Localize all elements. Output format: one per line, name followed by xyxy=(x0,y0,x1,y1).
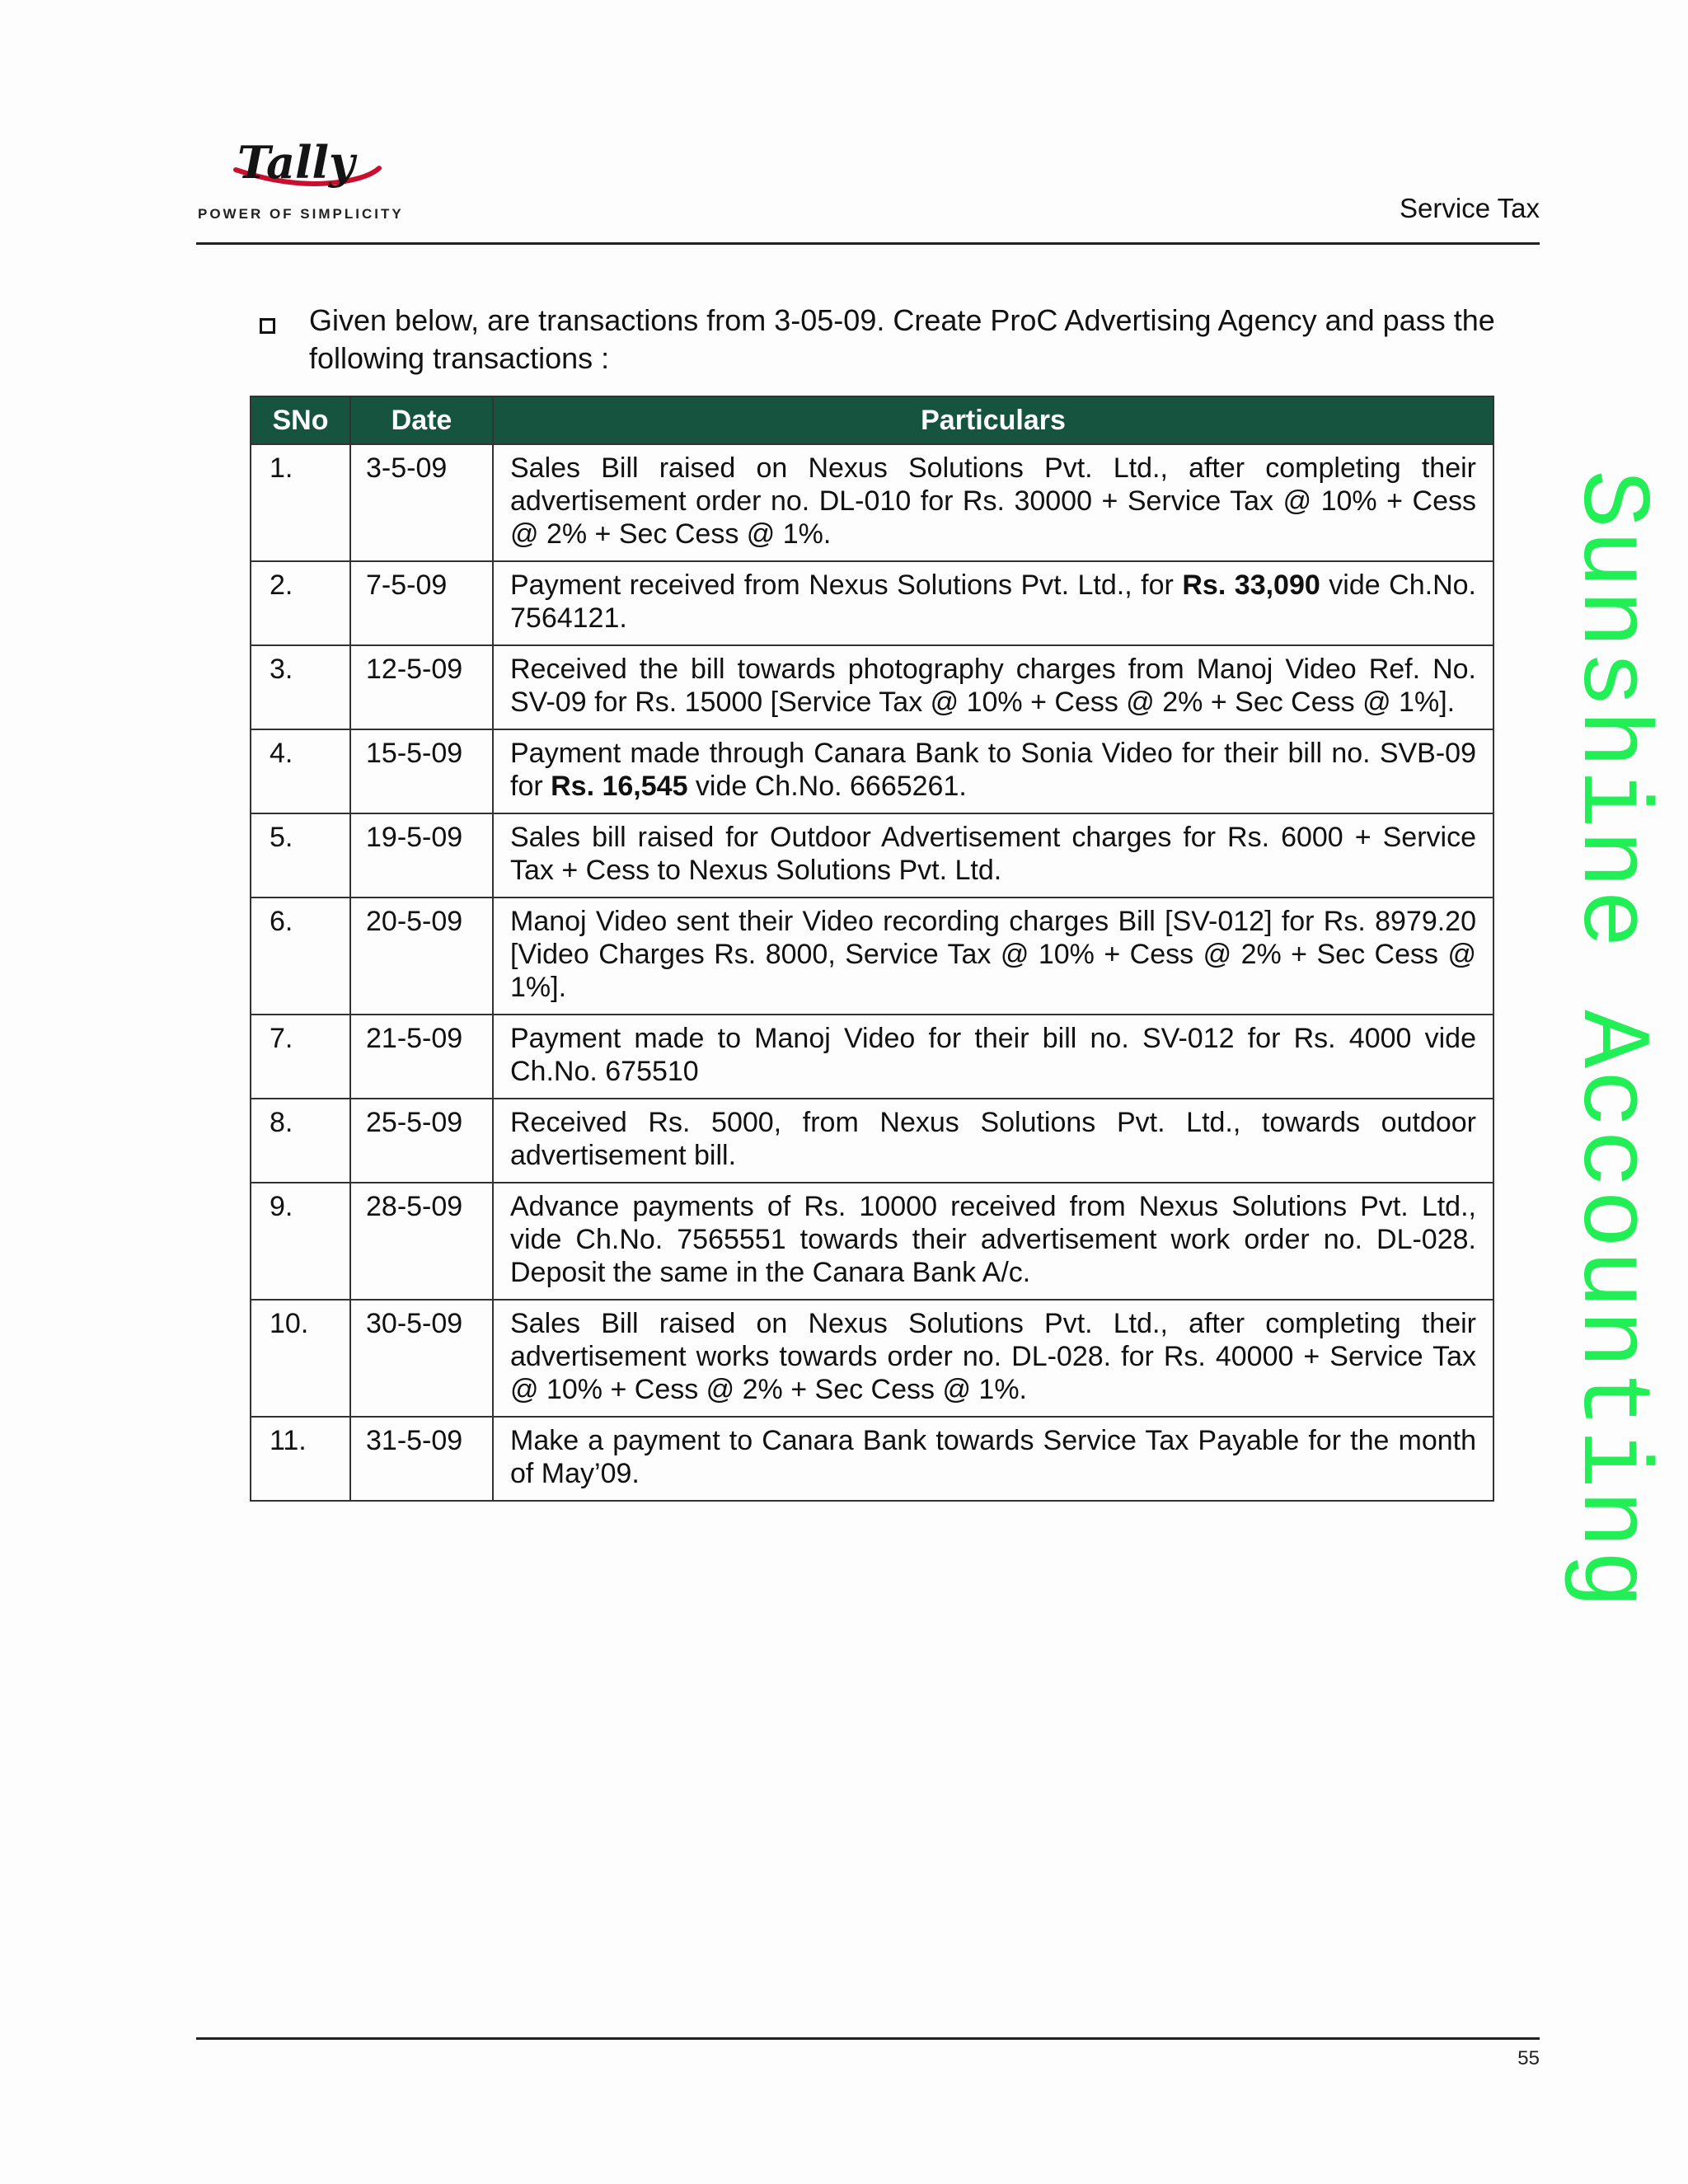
cell-date: 12-5-09 xyxy=(350,645,493,729)
cell-sno: 3. xyxy=(251,645,350,729)
cell-particulars xyxy=(493,645,1493,729)
cell-date: 3-5-09 xyxy=(350,444,493,561)
cell-sno: 11. xyxy=(251,1417,350,1501)
cell-date: 15-5-09 xyxy=(350,729,493,813)
cell-date: 30-5-09 xyxy=(350,1300,493,1417)
cell-date: 20-5-09 xyxy=(350,898,493,1015)
particulars-text: Advance payments of Rs. 10000 received from Nexus Solutions Pvt. Ltd., vide Ch.No. 7565551 towards their advertisement work order no. DL-028. Deposit the same in the Canara Bank A/c. xyxy=(510,1191,1476,1288)
page-number: 55 xyxy=(1517,2047,1540,2069)
table-row xyxy=(251,1015,1493,1099)
particulars-text: Sales Bill raised on Nexus Solutions Pvt. Ltd., after completing their advertisement order no. DL-010 for Rs. 30000 + Service Tax @ 10% + Cess @ 2% + Sec Cess @ 1%. xyxy=(510,452,1476,550)
particulars-text: Manoj Video sent their Video recording charges Bill [SV-012] for Rs. 8979.20 [Video Charges Rs. 8000, Service Tax @ 10% + Cess @ 2% + Sec Cess @ 1%]. xyxy=(510,906,1476,1003)
watermark-text: Sunshine Accounting xyxy=(1555,470,1665,1610)
particulars-text: Received the bill towards photography charges from Manoj Video Ref. No. SV-09 for Rs. 15000 [Service Tax @ 10% + Cess @ 2% + Sec Cess @ 1%]. xyxy=(510,654,1476,718)
intro-text: Given below, are transactions from 3-05-09. Create ProC Advertising Agency and pass the following transactions : xyxy=(309,303,1495,375)
cell-particulars xyxy=(493,813,1493,898)
particulars-text: Received Rs. 5000, from Nexus Solutions Pvt. Ltd., towards outdoor advertisement bill. xyxy=(510,1107,1476,1171)
cell-date: 19-5-09 xyxy=(350,813,493,898)
table-row xyxy=(251,729,1493,813)
cell-sno: 9. xyxy=(251,1183,350,1300)
cell-sno: 7. xyxy=(251,1015,350,1099)
table-row xyxy=(251,1417,1493,1501)
section-title: Service Tax xyxy=(1400,193,1540,223)
cell-sno: 8. xyxy=(251,1099,350,1183)
particulars-text: Payment made through Canara Bank to Sonia Video for their bill no. SVB-09 for xyxy=(510,738,1476,802)
cell-sno: 5. xyxy=(251,813,350,898)
cell-sno: 4. xyxy=(251,729,350,813)
cell-date: 7-5-09 xyxy=(350,561,493,645)
cell-date: 28-5-09 xyxy=(350,1183,493,1300)
cell-particulars xyxy=(493,1015,1493,1099)
particulars-text: Payment received from Nexus Solutions Pvt. Ltd., for xyxy=(510,569,1183,601)
table-row xyxy=(251,1183,1493,1300)
table-row xyxy=(251,444,1493,561)
particulars-text-end: vide Ch.No. 7564121. xyxy=(510,569,1476,634)
footer-rule xyxy=(196,2037,1540,2040)
column-header-date: Date xyxy=(350,396,493,444)
cell-sno: 2. xyxy=(251,561,350,645)
table-header-row xyxy=(251,396,1493,444)
cell-particulars xyxy=(493,1183,1493,1300)
logo-wordmark: Tally xyxy=(237,136,355,189)
particulars-text-end: vide Ch.No. 6665261. xyxy=(687,771,967,802)
cell-date: 31-5-09 xyxy=(350,1417,493,1501)
cell-particulars xyxy=(493,898,1493,1015)
particulars-amount: Rs. 16,545 xyxy=(551,771,688,802)
table-row xyxy=(251,561,1493,645)
particulars-text: Sales bill raised for Outdoor Advertisement charges for Rs. 6000 + Service Tax + Cess to Nexus Solutions Pvt. Ltd. xyxy=(510,822,1476,886)
particulars-amount: Rs. 33,090 xyxy=(1182,569,1320,601)
table-row xyxy=(251,1300,1493,1417)
cell-particulars xyxy=(493,1099,1493,1183)
cell-particulars xyxy=(493,561,1493,645)
cell-sno: 6. xyxy=(251,898,350,1015)
particulars-text: Payment made to Manoj Video for their bill no. SV-012 for Rs. 4000 vide Ch.No. 675510 xyxy=(510,1023,1476,1087)
cell-particulars xyxy=(493,1300,1493,1417)
table-row xyxy=(251,898,1493,1015)
header-rule xyxy=(196,242,1540,245)
cell-particulars xyxy=(493,444,1493,561)
table-row xyxy=(251,645,1493,729)
cell-sno: 1. xyxy=(251,444,350,561)
table-row xyxy=(251,813,1493,898)
table-row xyxy=(251,1099,1493,1183)
cell-particulars xyxy=(493,729,1493,813)
column-header-particulars: Particulars xyxy=(493,396,1493,444)
particulars-text: Make a payment to Canara Bank towards Service Tax Payable for the month of May’09. xyxy=(510,1425,1476,1489)
cell-sno: 10. xyxy=(251,1300,350,1417)
transactions-table xyxy=(250,396,1494,1502)
cell-particulars xyxy=(493,1417,1493,1501)
particulars-text: Sales Bill raised on Nexus Solutions Pvt. Ltd., after completing their advertisement works towards order no. DL-028. for Rs. 40000 + Service Tax @ 10% + Cess @ 2% + Sec Cess @ 1%. xyxy=(510,1308,1476,1405)
intro-paragraph xyxy=(260,302,1537,377)
logo-tagline: POWER OF SIMPLICITY xyxy=(198,206,404,222)
cell-date: 21-5-09 xyxy=(350,1015,493,1099)
column-header-sno: SNo xyxy=(251,396,350,444)
square-bullet-icon xyxy=(260,318,275,334)
cell-date: 25-5-09 xyxy=(350,1099,493,1183)
